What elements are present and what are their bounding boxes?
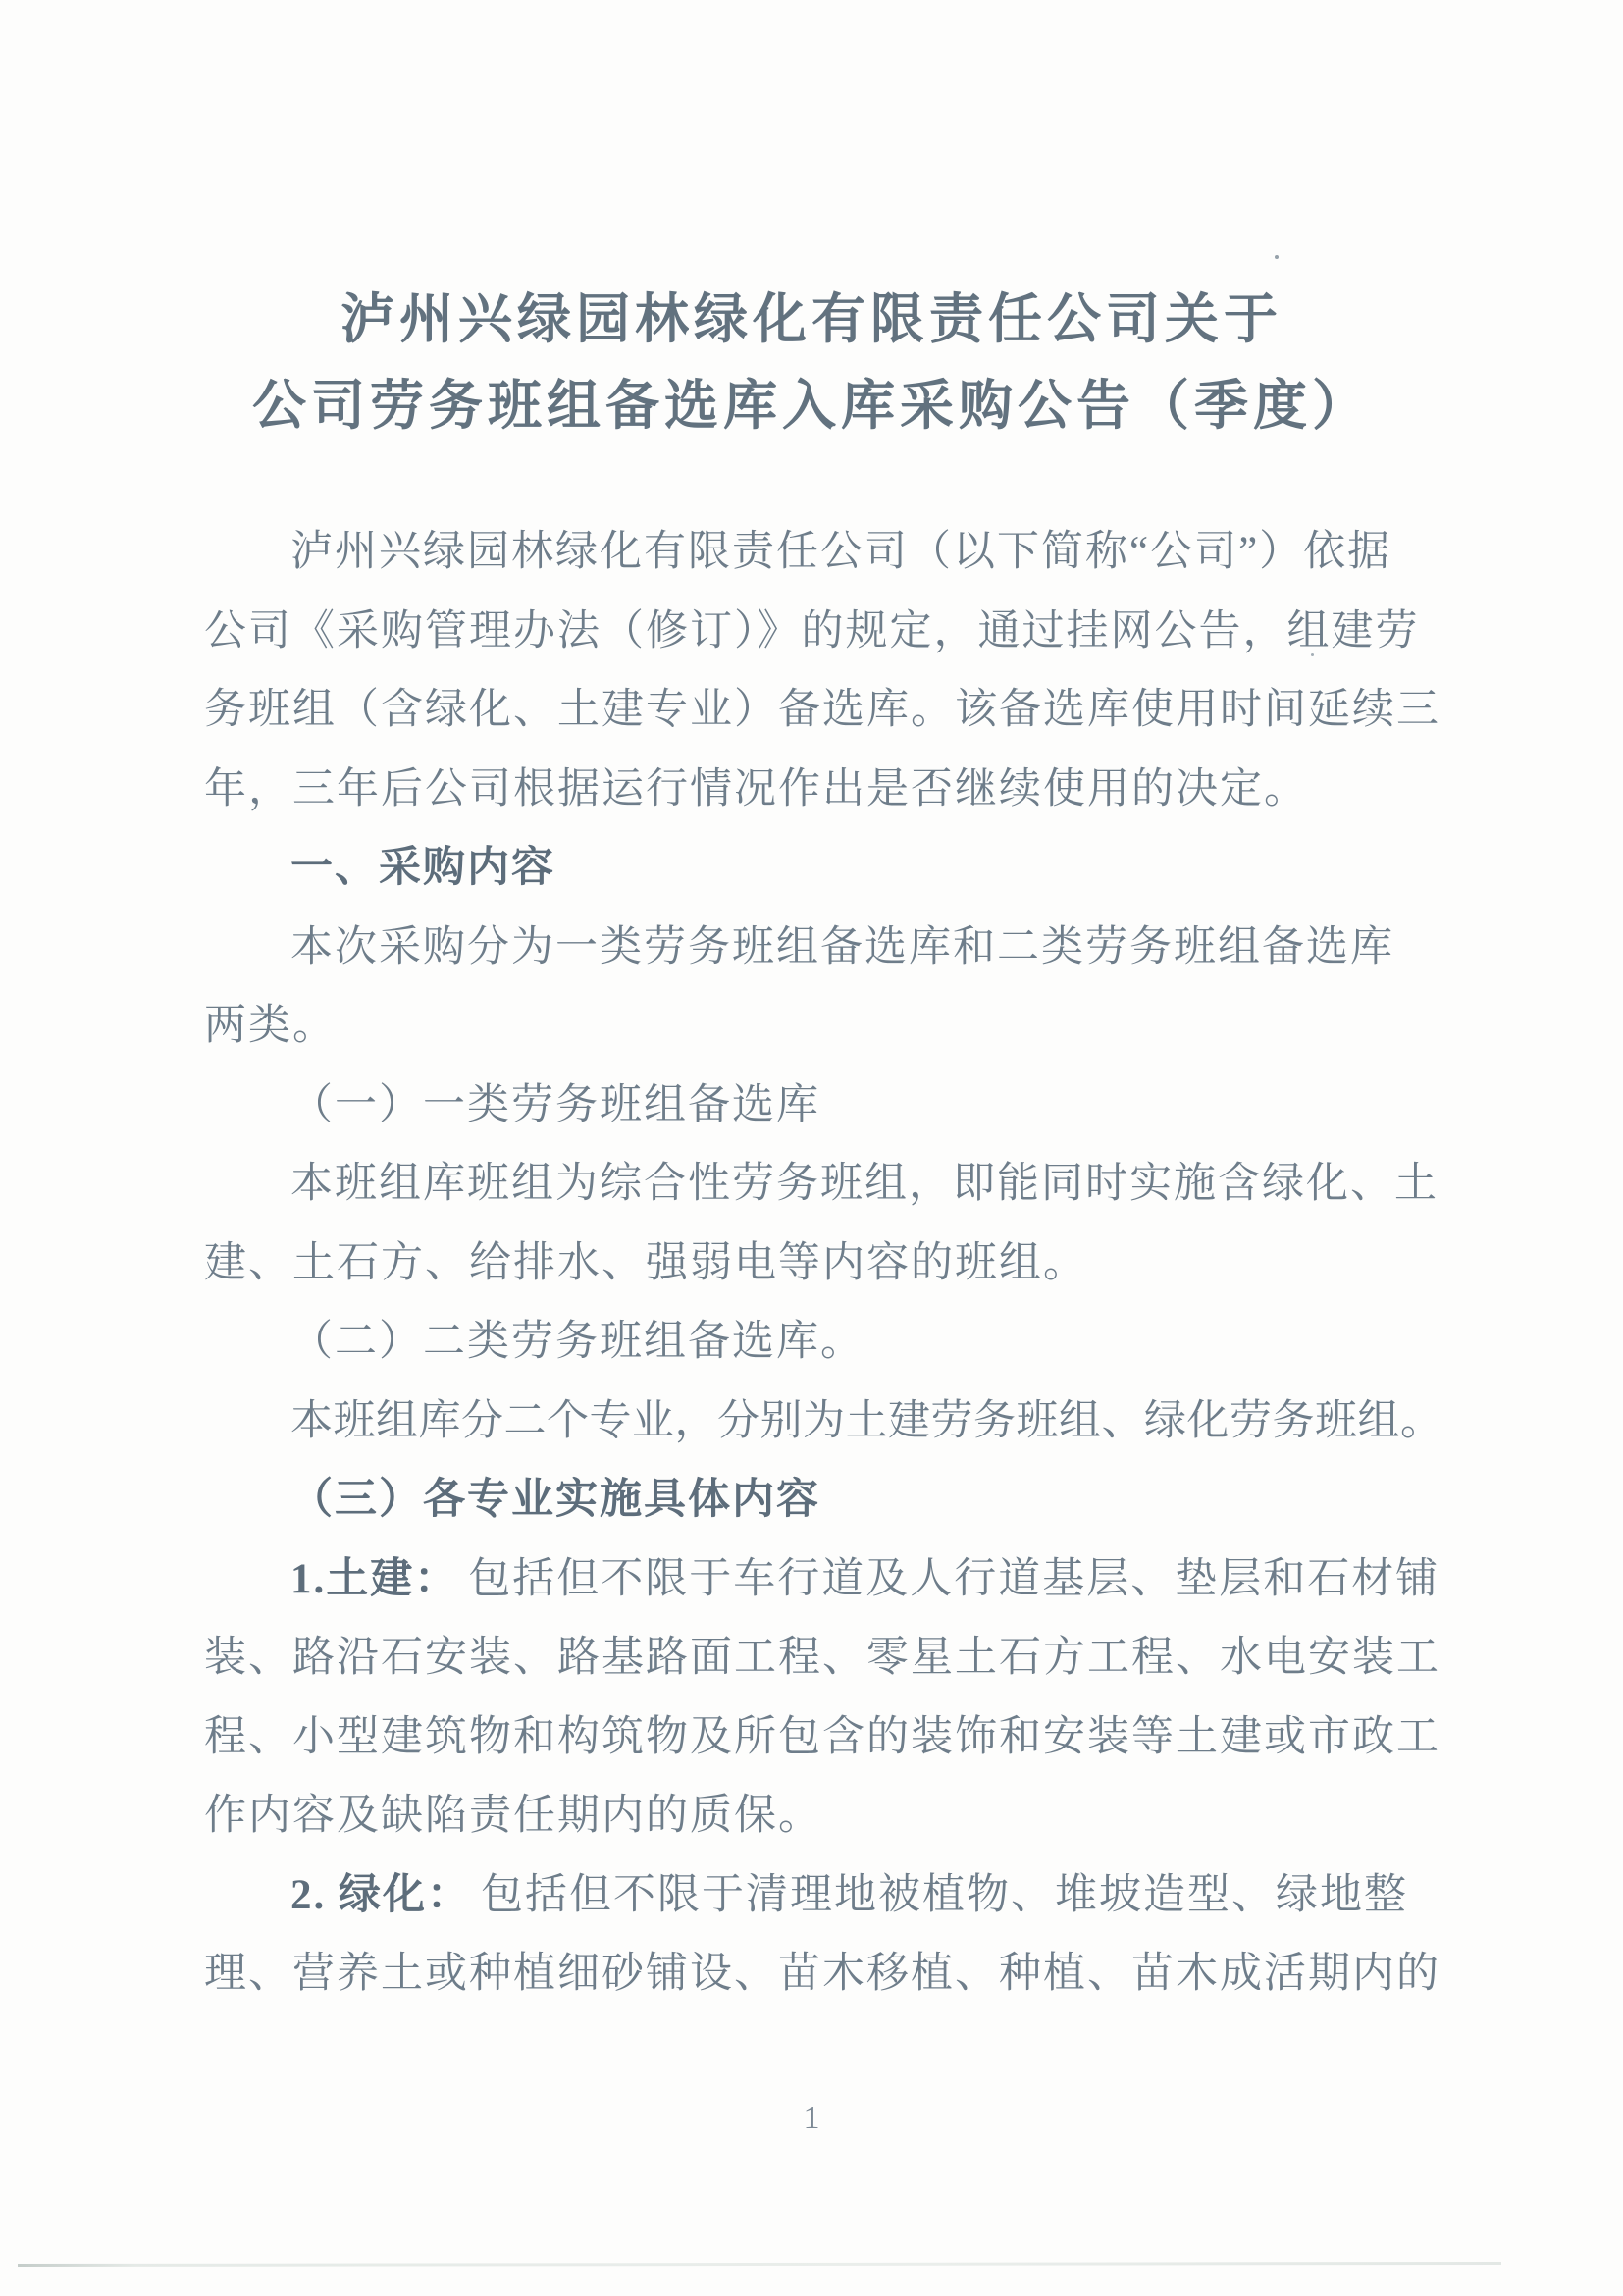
subsection-heading-line: （三）各专业实施具体内容	[290, 1477, 820, 1523]
text-line: 公司《采购管理办法（修订）》的规定，通过挂网公告，组建劳	[204, 607, 1420, 654]
text-line: 程、小型建筑物和构筑物及所包含的装饰和安装等土建或市政工	[204, 1713, 1440, 1760]
text-line: 装、路沿石安装、路基路面工程、零星土石方工程、水电安装工	[204, 1635, 1440, 1681]
text-line	[204, 1540, 1450, 1620]
subsection-heading-line: （一）一类劳务班组备选库	[290, 1081, 820, 1128]
subsection-heading-line: （二）二类劳务班组备选库。	[290, 1319, 864, 1365]
document-title-line-1: 泸州兴绿园林绿化有限责任公司关于	[340, 289, 1283, 349]
text-line: 理、营养土或种植细砂铺设、苗木移植、种植、苗木成活期内的	[204, 1951, 1440, 1997]
text-line: 务班组（含绿化、土建专业）备选库。该备选库使用时间延续三	[204, 687, 1440, 733]
page-number: 1	[803, 2100, 820, 2136]
text-line: 作内容及缺陷责任期内的质保。	[204, 1793, 822, 1839]
scan-edge-line	[18, 2262, 1501, 2267]
item-number-label: 2. 绿化：	[290, 1871, 471, 1918]
text-line: 本班组库班组为综合性劳务班组，即能同时实施含绿化、土	[290, 1161, 1439, 1207]
text-line: 本次采购分为一类劳务班组备选库和二类劳务班组备选库	[290, 923, 1394, 970]
text-line: 本班组库分二个专业，分别为土建劳务班组、绿化劳务班组。	[290, 1397, 1443, 1444]
text-segment: 包括但不限于清理地被植物、堆坡造型、绿地整	[481, 1871, 1408, 1918]
text-line: 泸州兴绿园林绿化有限责任公司（以下简称“公司”）依据	[290, 529, 1392, 575]
text-line: 年，三年后公司根据运行情况作出是否继续使用的决定。	[204, 765, 1308, 812]
scan-speck	[1311, 653, 1314, 656]
document-title	[0, 277, 1623, 449]
document-title-line-2: 公司劳务班组备选库入库采购公告（季度）	[251, 376, 1371, 436]
text-line	[204, 1856, 1450, 1936]
item-number-label: 1.土建：	[290, 1555, 459, 1602]
document-body	[204, 513, 1450, 2014]
text-line: 两类。	[204, 1003, 337, 1049]
text-segment: 包括但不限于车行道及人行道基层、垫层和石材铺	[468, 1555, 1440, 1602]
scan-speck	[1275, 255, 1279, 259]
section-heading-line: 一、采购内容	[290, 845, 555, 891]
text-line: 建、土石方、给排水、强弱电等内容的班组。	[204, 1239, 1087, 1286]
